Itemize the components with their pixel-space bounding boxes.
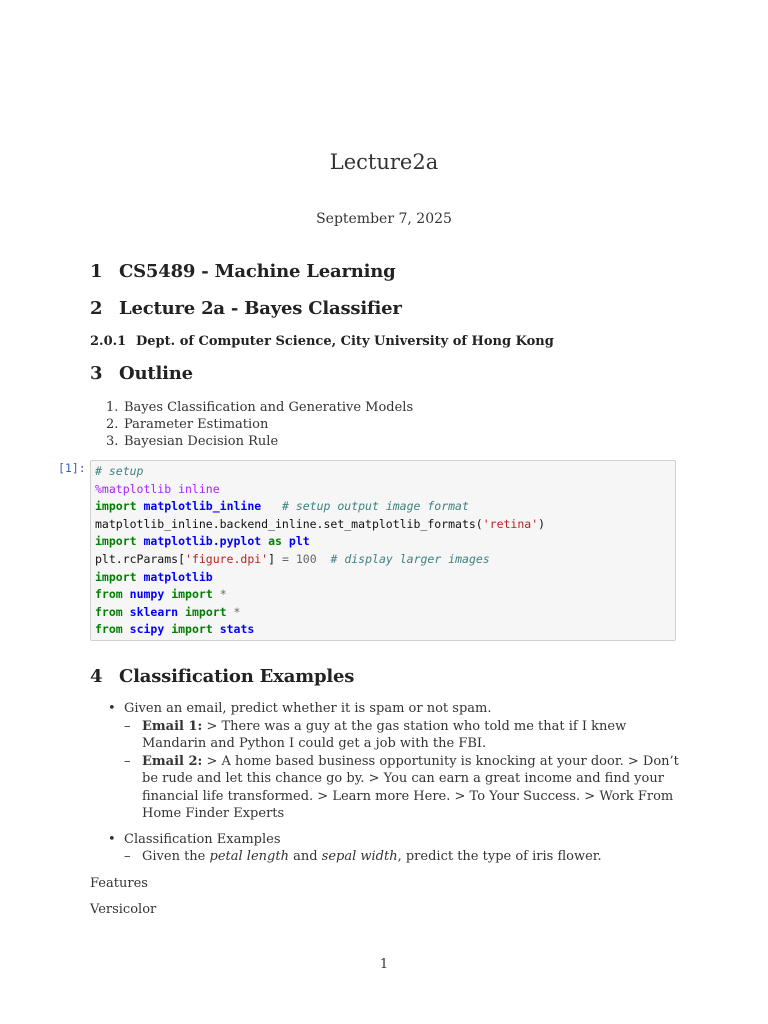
- section-number: 3: [90, 363, 103, 384]
- list-item-email-1: – Email 1: > There was a guy at the gas station who told me that if I knew Mandarin and Python I could get a job with the FBI.: [124, 718, 686, 753]
- code-line: import matplotlib_inline # setup output image format: [95, 499, 469, 514]
- list-item: • Given an email, predict whether it is spam or not spam.: [106, 700, 686, 718]
- section-title: Outline: [119, 363, 193, 384]
- code-line: %matplotlib inline: [95, 481, 220, 496]
- section-number: 4: [90, 666, 103, 687]
- code-cell[interactable]: [90, 460, 676, 641]
- section-heading-3: [90, 363, 193, 384]
- cell-prompt: [1]:: [58, 461, 86, 475]
- list-item: 1. Bayes Classification and Generative Models: [106, 400, 414, 415]
- subsection-number: 2.0.1: [90, 334, 127, 349]
- section-number: 1: [90, 261, 103, 282]
- code-line: from scipy import stats: [95, 622, 255, 637]
- list-item: 3. Bayesian Decision Rule: [106, 434, 279, 449]
- section-title: CS5489 - Machine Learning: [119, 261, 396, 282]
- code-line: # setup: [95, 464, 144, 478]
- subsection-heading-2-0-1: [90, 334, 554, 349]
- paragraph-features: Features: [90, 876, 148, 891]
- section-title: Lecture 2a - Bayes Classifier: [119, 298, 402, 319]
- code-line: from numpy import *: [95, 587, 227, 602]
- outline-list: [106, 399, 413, 450]
- document-date: September 7, 2025: [316, 211, 452, 227]
- subsection-title: Dept. of Computer Science, City University of Hong Kong: [136, 334, 554, 349]
- section-heading-1: [90, 261, 396, 282]
- list-item-iris: – Given the petal length and sepal width, predict the type of iris flower.: [124, 848, 686, 866]
- list-item: • Classification Examples: [106, 831, 686, 849]
- section-heading-2: [90, 298, 402, 319]
- section-number: 2: [90, 298, 103, 319]
- examples-list: [106, 700, 686, 866]
- list-item: 2. Parameter Estimation: [106, 417, 269, 432]
- code-line: import matplotlib: [95, 569, 213, 584]
- code-line: matplotlib_inline.backend_inline.set_matplotlib_formats('retina'): [95, 516, 546, 531]
- page-number: 1: [379, 957, 389, 972]
- code-line: from sklearn import *: [95, 604, 241, 619]
- paragraph-versicolor: Versicolor: [90, 902, 157, 917]
- list-item-email-2: – Email 2: > A home based business opportunity is knocking at your door. > Don’t be rude and let this chance go by. > You can earn a great income and find your financial life transformed. > Learn more Here. > To Your Success. > Work From Home Finder Experts: [124, 753, 686, 823]
- section-title: Classification Examples: [119, 666, 355, 687]
- code-line: import matplotlib.pyplot as plt: [95, 534, 310, 549]
- section-heading-4: [90, 666, 354, 687]
- code-line: plt.rcParams['figure.dpi'] = 100 # display larger images: [95, 551, 490, 566]
- document-title: Lecture2a: [329, 150, 439, 174]
